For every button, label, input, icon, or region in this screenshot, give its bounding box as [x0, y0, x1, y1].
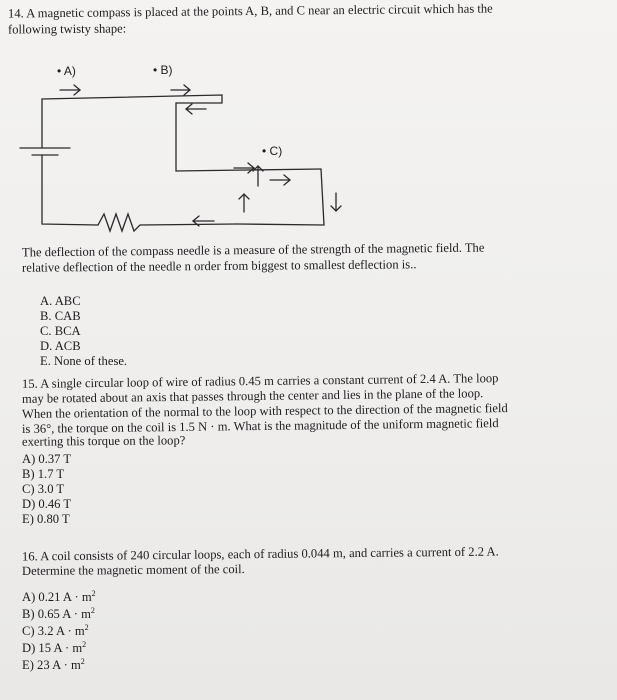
q15-text-line-4: is 36°, the torque on the coil is 1.5 N · m. What is the magnitude of the uniform magnetic field — [21, 416, 499, 436]
wire-right-loop — [237, 169, 324, 225]
q15-choice-b: B) 1.7 T — [22, 467, 65, 481]
q16-choice-b-text: B) 0.65 A · m — [22, 607, 91, 621]
q16-choice-a-exponent: 2 — [91, 588, 96, 598]
q14-choice-d: D. ACB — [40, 339, 81, 353]
point-b-label: • B) — [153, 63, 173, 77]
q16-choice-d — [22, 641, 86, 656]
wire-step — [176, 103, 321, 171]
q16-choice-d-text: D) 15 A · m — [22, 641, 83, 655]
q16-choice-e-text: E) 23 A · m — [22, 658, 81, 672]
q15-text-line-3: When the orientation of the normal to the loop with respect to the direction of the magnetic field — [21, 401, 508, 421]
q16-choice-b-exponent: 2 — [90, 605, 95, 615]
q14-choice-e: E. None of these. — [40, 354, 128, 368]
q15-choice-c: C) 3.0 T — [22, 482, 65, 496]
q16-choice-b — [22, 607, 95, 622]
arrow-up-right-loop — [239, 194, 249, 212]
arrow-right-b — [171, 85, 190, 95]
q16-text-line-1: 16. A coil consists of 240 circular loops, each of radius 0.044 m, and carries a current of 2.2 A. — [21, 544, 499, 564]
q14-text-line-1: 14. A magnetic compass is placed at the points A, B, and C near an electric circuit which has the — [7, 1, 493, 21]
arrow-right-a — [60, 85, 80, 95]
point-a-label: • A) — [57, 64, 76, 78]
q16-text-line-2: Determine the magnetic moment of the coil. — [21, 562, 245, 578]
q16-choice-c-exponent: 2 — [84, 622, 89, 632]
q16-choice-a-text: A) 0.21 A · m — [22, 590, 92, 604]
arrow-down-right-loop — [331, 193, 341, 211]
q16-choice-a — [22, 590, 96, 605]
arrow-up-c — [253, 166, 263, 186]
arrow-left-b — [186, 104, 206, 114]
q14-paragraph-line-1: The deflection of the compass needle is a measure of the strength of the magnetic field. The — [21, 240, 485, 260]
q15-text-line-5: exerting this torque on the loop? — [21, 433, 186, 449]
q14-paragraph-line-2: relative deflection of the needle n order from biggest to smallest deflection is.. — [21, 257, 417, 275]
q16-choice-e — [22, 658, 85, 673]
q16-choice-d-exponent: 2 — [82, 639, 87, 649]
q14-choice-b: B. CAB — [40, 309, 81, 323]
point-c-label: • C) — [262, 144, 283, 158]
q16-choice-c — [22, 624, 89, 639]
q16-choice-e-exponent: 2 — [80, 656, 85, 666]
q14-choice-c: C. BCA — [40, 324, 81, 338]
arrow-right-c1 — [234, 163, 254, 173]
q15-text-line-1: 15. A single circular loop of wire of radius 0.45 m carries a constant current of 2.4 A. The loop — [21, 371, 499, 391]
wire-bottom-left — [42, 155, 98, 225]
q14-choice-a: A. ABC — [40, 294, 81, 308]
q16-choice-c-text: C) 3.2 A · m — [22, 624, 85, 638]
q14-text-line-2: following twisty shape: — [7, 21, 127, 37]
q15-choice-d: D) 0.46 T — [22, 497, 72, 511]
arrow-right-c2 — [270, 175, 290, 185]
q15-text-line-2: may be rotated about an axis that passes through the center and lies in the plane of the loop. — [21, 386, 484, 406]
q15-choice-a: A) 0.37 T — [22, 452, 72, 466]
q15-choice-e: E) 0.80 T — [22, 512, 70, 526]
resistor — [98, 214, 237, 231]
